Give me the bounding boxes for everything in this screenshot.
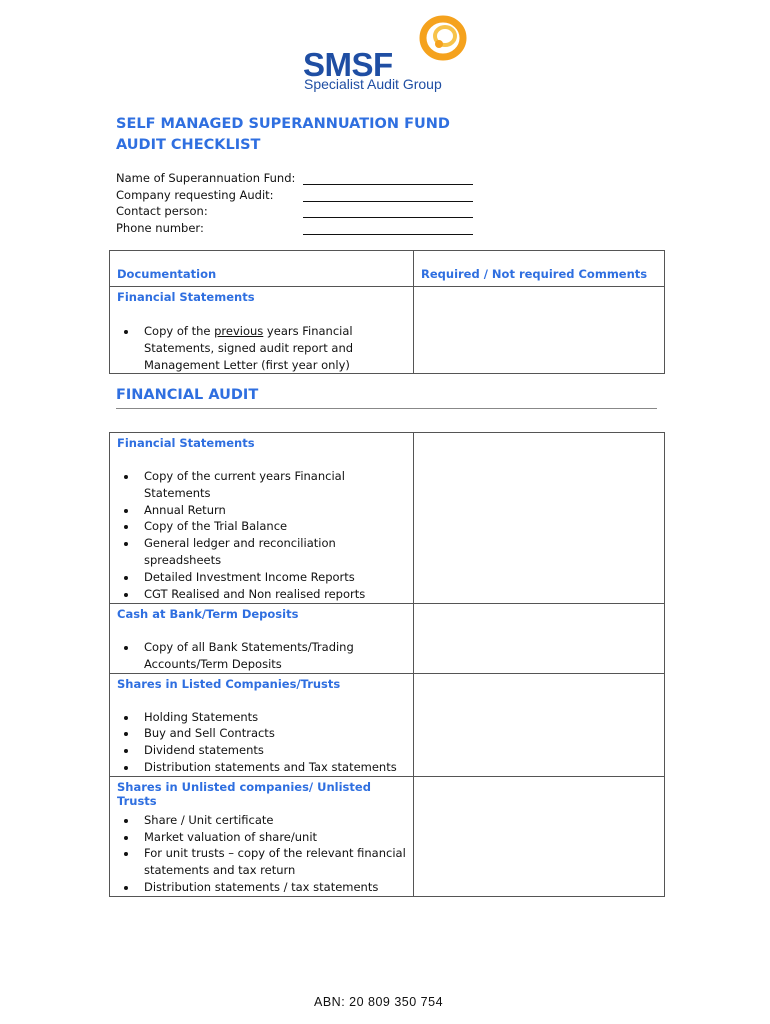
company-row	[116, 187, 473, 204]
title-line-1: SELF MANAGED SUPERANNUATION FUND	[116, 116, 450, 132]
list-item: • Distribution statements and Tax statements	[138, 759, 413, 776]
contact-label: Contact person:	[116, 204, 208, 218]
comments-cell[interactable]	[414, 673, 665, 776]
comments-cell[interactable]	[414, 776, 665, 896]
heading-divider	[116, 408, 657, 409]
company-field[interactable]	[303, 189, 473, 202]
doc-financial-statements-cell	[110, 287, 414, 374]
item-list	[110, 639, 413, 673]
contact-field[interactable]	[303, 205, 473, 218]
phone-field[interactable]	[303, 222, 473, 235]
phone-row	[116, 220, 473, 237]
title-line-2: AUDIT CHECKLIST	[116, 137, 261, 153]
documentation-table	[109, 250, 665, 374]
list-item: • Copy of the Trial Balance	[138, 518, 413, 535]
section-title: Cash at Bank/Term Deposits	[117, 607, 299, 621]
list-item: • Buy and Sell Contracts	[138, 725, 413, 742]
list-item: • Copy of the previous years Financial Statements, signed audit report and Management Letter (first year only)	[138, 323, 413, 373]
doc-item-list	[110, 323, 413, 373]
section-title: Financial Statements	[117, 436, 255, 450]
fund-name-field[interactable]	[303, 172, 473, 185]
list-item: • Market valuation of share/unit	[138, 829, 413, 846]
fund-name-label: Name of Superannuation Fund:	[116, 171, 296, 185]
list-item: • Copy of the current years Financial Statements	[138, 468, 413, 502]
fa-section-cash-at-bank	[110, 604, 414, 674]
financial-audit-heading: FINANCIAL AUDIT	[116, 387, 259, 403]
list-item: • Share / Unit certificate	[138, 812, 413, 829]
page-title	[116, 114, 450, 156]
phone-label: Phone number:	[116, 220, 204, 235]
fa-section-financial-statements	[110, 433, 414, 604]
item-list	[110, 468, 413, 602]
section-title: Shares in Listed Companies/Trusts	[117, 676, 341, 691]
fa-section-listed-shares	[110, 673, 414, 776]
financial-audit-table	[109, 432, 665, 897]
company-logo	[300, 14, 475, 94]
list-item: • Copy of all Bank Statements/Trading Accounts/Term Deposits	[138, 639, 413, 673]
comments-cell[interactable]	[414, 287, 665, 374]
list-item: • CGT Realised and Non realised reports	[138, 586, 413, 603]
section-title: Financial Statements	[117, 290, 255, 304]
list-item: • Holding Statements	[138, 709, 413, 726]
documentation-header: Documentation	[110, 251, 414, 287]
abn-footer: ABN: 20 809 350 754	[314, 995, 444, 1009]
company-label: Company requesting Audit:	[116, 187, 274, 202]
list-item: • For unit trusts – copy of the relevant financial statements and tax return	[138, 845, 413, 879]
list-item: • Annual Return	[138, 502, 413, 519]
logo-swirl-icon	[409, 14, 469, 70]
contact-row	[116, 203, 473, 220]
logo-name: SMSF	[303, 46, 393, 83]
section-title: Shares in Unlisted companies/ Unlisted Trusts	[117, 779, 371, 808]
item-list	[110, 709, 413, 776]
required-comments-header: Required / Not required Comments	[414, 251, 665, 287]
logo-subtitle: Specialist Audit Group	[304, 76, 442, 92]
info-fields	[116, 170, 473, 236]
fa-section-unlisted-shares	[110, 776, 414, 896]
item-list	[110, 812, 413, 896]
comments-cell[interactable]	[414, 604, 665, 674]
list-item: • Distribution statements / tax statements	[138, 879, 413, 896]
fund-name-row	[116, 170, 473, 187]
list-item: • General ledger and reconciliation spreadsheets	[138, 535, 413, 569]
list-item: • Dividend statements	[138, 742, 413, 759]
comments-cell[interactable]	[414, 433, 665, 604]
list-item: • Detailed Investment Income Reports	[138, 569, 413, 586]
